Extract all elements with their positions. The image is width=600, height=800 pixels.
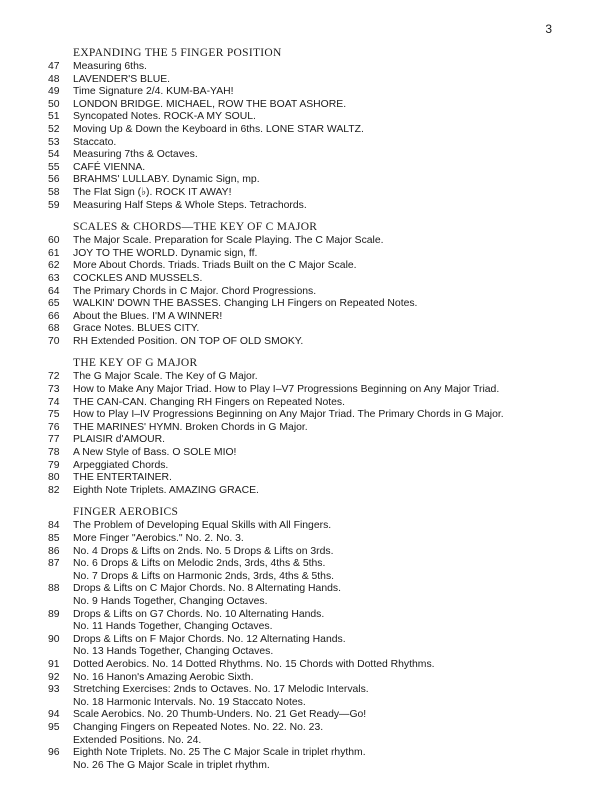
entry-text — [73, 260, 357, 273]
toc-entry — [48, 422, 588, 435]
entry-text — [73, 684, 369, 709]
toc-entry — [48, 460, 588, 473]
entry-line: JOY TO THE WORLD. Dynamic sign, ff. — [73, 247, 258, 259]
entry-page-number: 78 — [48, 447, 60, 459]
entry-page-number: 79 — [48, 459, 60, 471]
toc-entry — [48, 472, 588, 485]
entry-text — [73, 558, 334, 583]
entry-line: Syncopated Notes. ROCK-A MY SOUL. — [73, 111, 256, 123]
entry-line: Stretching Exercises: 2nds to Octaves. No. 17 Melodic Intervals. — [73, 684, 369, 696]
entry-page-number: 64 — [48, 285, 60, 297]
entry-page-number: 56 — [48, 174, 60, 186]
toc-entry — [48, 371, 588, 384]
section-title: THE KEY OF G MAJOR — [73, 357, 198, 370]
toc-entry — [48, 722, 588, 747]
entry-page-number: 90 — [48, 633, 60, 645]
toc-entry — [48, 609, 588, 634]
entry-line: How to Play I–IV Progressions Beginning on Any Major Triad. The Primary Chords in G Major. — [73, 409, 504, 421]
entry-text — [73, 460, 168, 473]
entry-text — [73, 273, 202, 286]
entry-page-number: 80 — [48, 472, 60, 484]
entry-page-number: 62 — [48, 260, 60, 272]
entry-line: Staccato. — [73, 136, 117, 148]
entry-page-number: 60 — [48, 235, 60, 247]
entry-page-number: 47 — [48, 61, 60, 72]
toc-entry — [48, 409, 588, 422]
toc-entry — [48, 546, 588, 559]
entry-text — [73, 409, 504, 422]
table-of-contents — [48, 46, 588, 780]
entry-text — [73, 672, 253, 685]
entry-line: About the Blues. I'M A WINNER! — [73, 310, 223, 322]
entry-text — [73, 311, 222, 324]
entry-line: No. 13 Hands Together, Changing Octaves. — [73, 646, 274, 658]
entry-text — [73, 298, 417, 311]
entry-page-number: 66 — [48, 310, 60, 322]
entry-page-number: 74 — [48, 396, 60, 408]
entry-text — [73, 520, 331, 533]
entry-text — [73, 235, 384, 248]
toc-entry — [48, 533, 588, 546]
entry-line: The Flat Sign (♭). ROCK IT AWAY! — [73, 186, 232, 198]
toc-entry — [48, 558, 588, 583]
entry-text — [73, 323, 199, 336]
entry-text — [73, 200, 307, 213]
entry-text — [73, 609, 324, 634]
toc-entry — [48, 634, 588, 659]
entry-line: More About Chords. Triads. Triads Built on the C Major Scale. — [73, 260, 357, 272]
entry-line: The Problem of Developing Equal Skills with All Fingers. — [73, 520, 332, 532]
entry-text — [73, 634, 346, 659]
entry-page-number: 51 — [48, 111, 60, 123]
toc-section — [48, 46, 588, 212]
entry-page-number: 48 — [48, 73, 60, 85]
toc-section — [48, 220, 588, 348]
entry-line: No. 11 Hands Together, Changing Octaves. — [73, 621, 273, 633]
entry-line: Changing Fingers on Repeated Notes. No. 22. No. 23. — [73, 721, 324, 733]
toc-entry — [48, 124, 588, 137]
section-title: EXPANDING THE 5 FINGER POSITION — [73, 47, 282, 59]
entry-line: No. 26 The G Major Scale in triplet rhythm. — [73, 759, 270, 771]
entry-page-number: 82 — [48, 484, 60, 496]
entry-line: WALKIN' DOWN THE BASSES. Changing LH Fingers on Repeated Notes. — [73, 298, 418, 310]
entry-text — [73, 583, 341, 608]
entry-page-number: 84 — [48, 520, 60, 532]
entry-line: Drops & Lifts on C Major Chords. No. 8 Alternating Hands. — [73, 583, 341, 595]
entry-text — [73, 149, 198, 162]
entry-page-number: 91 — [48, 658, 60, 670]
entry-line: No. 9 Hands Together, Changing Octaves. — [73, 595, 268, 607]
entry-text — [73, 384, 499, 397]
entry-text — [73, 174, 260, 187]
toc-entry — [48, 286, 588, 299]
entry-page-number: 75 — [48, 409, 60, 421]
entry-line: Measuring Half Steps & Whole Steps. Tetrachords. — [73, 199, 307, 211]
entry-line: No. 18 Harmonic Intervals. No. 19 Staccato Notes. — [73, 696, 306, 708]
toc-entry — [48, 298, 588, 311]
entry-line: Eighth Note Triplets. AMAZING GRACE. — [73, 484, 259, 496]
entry-line: COCKLES AND MUSSELS. — [73, 272, 203, 284]
toc-entry — [48, 520, 588, 533]
entry-line: THE ENTERTAINER. — [73, 472, 172, 484]
entry-line: The G Major Scale. The Key of G Major. — [73, 371, 258, 383]
toc-entry — [48, 187, 588, 200]
toc-entry — [48, 397, 588, 410]
toc-entry — [48, 672, 588, 685]
toc-entry — [48, 137, 588, 150]
entry-line: The Major Scale. Preparation for Scale Playing. The C Major Scale. — [73, 235, 384, 247]
toc-section — [48, 505, 588, 772]
entry-line: Scale Aerobics. No. 20 Thumb-Unders. No. 21 Get Ready—Go! — [73, 709, 367, 721]
entry-page-number: 87 — [48, 558, 60, 570]
entry-page-number: 94 — [48, 709, 60, 721]
entry-line: No. 4 Drops & Lifts on 2nds. No. 5 Drops & Lifts on 3rds. — [73, 545, 334, 557]
toc-entry — [48, 61, 588, 74]
entry-text — [73, 659, 435, 672]
entry-page-number: 76 — [48, 421, 60, 433]
toc-entry — [48, 200, 588, 213]
entry-line: BRAHMS' LULLABY. Dynamic Sign, mp. — [73, 174, 260, 186]
entry-line: A New Style of Bass. O SOLE MIO! — [73, 447, 237, 459]
entry-text — [73, 74, 170, 87]
entry-page-number: 77 — [48, 434, 60, 446]
entry-line: RH Extended Position. ON TOP OF OLD SMOKY. — [73, 335, 304, 347]
entry-line: THE CAN-CAN. Changing RH Fingers on Repeated Notes. — [73, 396, 346, 408]
page-number: 3 — [545, 22, 552, 36]
entry-page-number: 59 — [48, 199, 60, 211]
entry-page-number: 85 — [48, 533, 60, 544]
entry-line: Extended Positions. No. 24. — [73, 734, 202, 746]
entry-page-number: 72 — [48, 371, 60, 383]
entry-text — [73, 286, 316, 299]
toc-entry — [48, 248, 588, 261]
entry-page-number: 63 — [48, 272, 60, 284]
toc-entry — [48, 323, 588, 336]
toc-entry — [48, 485, 588, 498]
entry-text — [73, 533, 244, 546]
entry-page-number: 70 — [48, 335, 60, 347]
entry-text — [73, 124, 364, 137]
entry-text — [73, 187, 232, 200]
entry-text — [73, 248, 257, 261]
toc-entry — [48, 74, 588, 87]
entry-line: PLAISIR d'AMOUR. — [73, 434, 166, 446]
entry-line: Eighth Note Triplets. No. 25 The C Major Scale in triplet rhythm. — [73, 747, 366, 759]
entry-line: Grace Notes. BLUES CITY. — [73, 323, 200, 335]
toc-entry — [48, 747, 588, 772]
toc-entry — [48, 99, 588, 112]
entry-text — [73, 422, 308, 435]
toc-entry — [48, 434, 588, 447]
entry-text — [73, 722, 323, 747]
entry-page-number: 49 — [48, 86, 60, 98]
entry-line: More Finger "Aerobics." No. 2. No. 3. — [73, 533, 244, 544]
toc-entry — [48, 709, 588, 722]
entry-page-number: 58 — [48, 186, 60, 198]
entry-page-number: 52 — [48, 123, 60, 135]
entry-page-number: 95 — [48, 721, 60, 733]
entry-page-number: 96 — [48, 747, 60, 759]
entry-page-number: 68 — [48, 323, 60, 335]
entry-line: LAVENDER'S BLUE. — [73, 73, 171, 85]
entry-page-number: 88 — [48, 583, 60, 595]
entry-line: The Primary Chords in C Major. Chord Progressions. — [73, 285, 317, 297]
toc-entry — [48, 447, 588, 460]
entry-text — [73, 371, 258, 384]
toc-entry — [48, 311, 588, 324]
entry-text — [73, 397, 345, 410]
entry-text — [73, 747, 366, 772]
entry-page-number: 53 — [48, 136, 60, 148]
entry-line: How to Make Any Major Triad. How to Play I–V7 Progressions Beginning on Any Major Triad. — [73, 384, 500, 396]
toc-entry — [48, 384, 588, 397]
entry-line: Dotted Aerobics. No. 14 Dotted Rhythms. No. 15 Chords with Dotted Rhythms. — [73, 658, 435, 670]
entry-text — [73, 434, 165, 447]
toc-section — [48, 356, 588, 497]
entry-text — [73, 336, 303, 349]
entry-page-number: 73 — [48, 384, 60, 396]
entry-line: No. 6 Drops & Lifts on Melodic 2nds, 3rds, 4ths & 5ths. — [73, 558, 326, 570]
entry-line: No. 16 Hanon's Amazing Aerobic Sixth. — [73, 671, 254, 683]
entry-page-number: 86 — [48, 545, 60, 557]
toc-entry — [48, 174, 588, 187]
entry-text — [73, 472, 172, 485]
entry-page-number: 61 — [48, 247, 60, 259]
entry-line: Measuring 6ths. — [73, 61, 147, 72]
toc-entry — [48, 260, 588, 273]
entry-page-number: 54 — [48, 149, 60, 161]
entry-line: Arpeggiated Chords. — [73, 459, 169, 471]
entry-page-number: 65 — [48, 298, 60, 310]
toc-entry — [48, 86, 588, 99]
entry-text — [73, 99, 346, 112]
entry-line: Moving Up & Down the Keyboard in 6ths. LONE STAR WALTZ. — [73, 123, 364, 135]
entry-text — [73, 137, 116, 150]
entry-page-number: 55 — [48, 161, 60, 173]
toc-entry — [48, 235, 588, 248]
entry-text — [73, 709, 366, 722]
entry-line: Drops & Lifts on G7 Chords. No. 10 Alternating Hands. — [73, 608, 325, 620]
section-title: SCALES & CHORDS—THE KEY OF C MAJOR — [73, 221, 318, 234]
entry-line: Measuring 7ths & Octaves. — [73, 149, 198, 161]
entry-text — [73, 447, 236, 460]
toc-entry — [48, 111, 588, 124]
toc-entry — [48, 273, 588, 286]
entry-page-number: 92 — [48, 671, 60, 683]
entry-page-number: 89 — [48, 608, 60, 620]
entry-text — [73, 61, 147, 74]
entry-line: Time Signature 2/4. KUM-BA-YAH! — [73, 86, 234, 98]
toc-entry — [48, 684, 588, 709]
entry-line: Drops & Lifts on F Major Chords. No. 12 Alternating Hands. — [73, 633, 346, 645]
entry-text — [73, 86, 234, 99]
entry-line: THE MARINES' HYMN. Broken Chords in G Major. — [73, 421, 308, 433]
entry-page-number: 93 — [48, 684, 60, 696]
entry-text — [73, 485, 259, 498]
entry-text — [73, 111, 256, 124]
entry-line: LONDON BRIDGE. MICHAEL, ROW THE BOAT ASHORE. — [73, 98, 347, 110]
entry-text — [73, 546, 333, 559]
toc-entry — [48, 583, 588, 608]
entry-page-number: 50 — [48, 98, 60, 110]
toc-entry — [48, 336, 588, 349]
entry-line: CAFÉ VIENNA. — [73, 161, 146, 173]
toc-entry — [48, 149, 588, 162]
entry-text — [73, 162, 145, 175]
toc-entry — [48, 659, 588, 672]
entry-line: No. 7 Drops & Lifts on Harmonic 2nds, 3rds, 4ths & 5ths. — [73, 570, 335, 582]
toc-entry — [48, 162, 588, 175]
section-title: FINGER AEROBICS — [73, 506, 179, 519]
